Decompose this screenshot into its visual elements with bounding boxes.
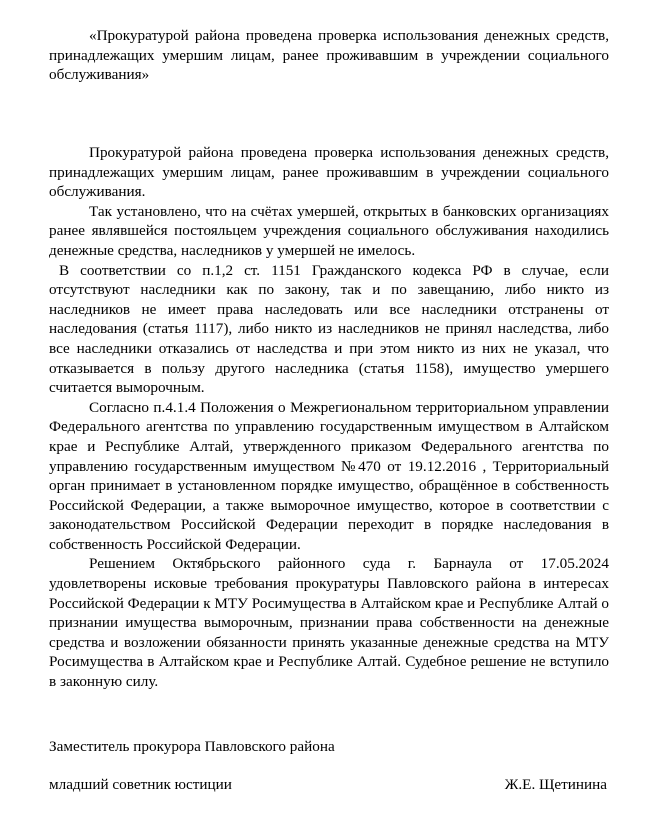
body-paragraph: Согласно п.4.1.4 Положения о Межрегиональном территориальном управлении Федерального агентства по управлению государственным имуществом в Алтайском крае и Республике Алтай, утвержденного приказом Федерального агентства по управлению государственным имуществом №470 от 19.12.2016 , Территориальный орган принимает в установленном порядке имущество, обращённое в собственность Российской Федерации, а также выморочное имущество, которое в соответствии с законодательством Российской Федерации переходит в порядке наследования в собственность Российской Федерации. (49, 398, 609, 553)
signature-rank: младший советник юстиции (49, 776, 232, 793)
heading-text: «Прокуратурой района проведена проверка использования денежных средств, принадлежащих умершим лицам, ранее проживавшим в учреждении социального обслуживания» (49, 27, 609, 84)
document-body (49, 143, 609, 692)
signature-name: Ж.Е. Щетинина (504, 776, 607, 793)
body-paragraph: Прокуратурой района проведена проверка использования денежных средств, принадлежащих умершим лицам, ранее проживавшим в учреждении социального обслуживания. (49, 144, 609, 201)
body-paragraph: В соответствии со п.1,2 ст. 1151 Гражданского кодекса РФ в случае, если отсутствуют наследники как по закону, так и по завещанию, либо никто из наследников не имеет права наследовать или все наследники отстранены от наследования (статья 1117), либо никто из наследников не принял наследства, либо все наследники отказались от наследства и при этом никто из них не указал, что отказывается в пользу другого наследника (статья 1158), имущество умершего считается выморочным. (49, 261, 609, 397)
body-paragraph: Так установлено, что на счётах умершей, открытых в банковских организациях ранее являвшейся постояльцем учреждения социального обслуживания находились денежные средства, наследников у умершей не имелось. (49, 202, 609, 259)
body-paragraph: Решением Октябрьского районного суда г. Барнаула от 17.05.2024 удовлетворены исковые требования прокуратуры Павловского района в интересах Российской Федерации к МТУ Росимущества в Алтайском крае и Республике Алтай о признании имущества выморочным, признании права собственности на денежные средства и возложении обязанности принять указанные денежные средства на МТУ Росимущества в Алтайском крае и Республике Алтай. Судебное решение не вступило в законную силу. (49, 555, 609, 691)
document-heading (49, 26, 609, 85)
signature-title: Заместитель прокурора Павловского района (49, 738, 335, 755)
